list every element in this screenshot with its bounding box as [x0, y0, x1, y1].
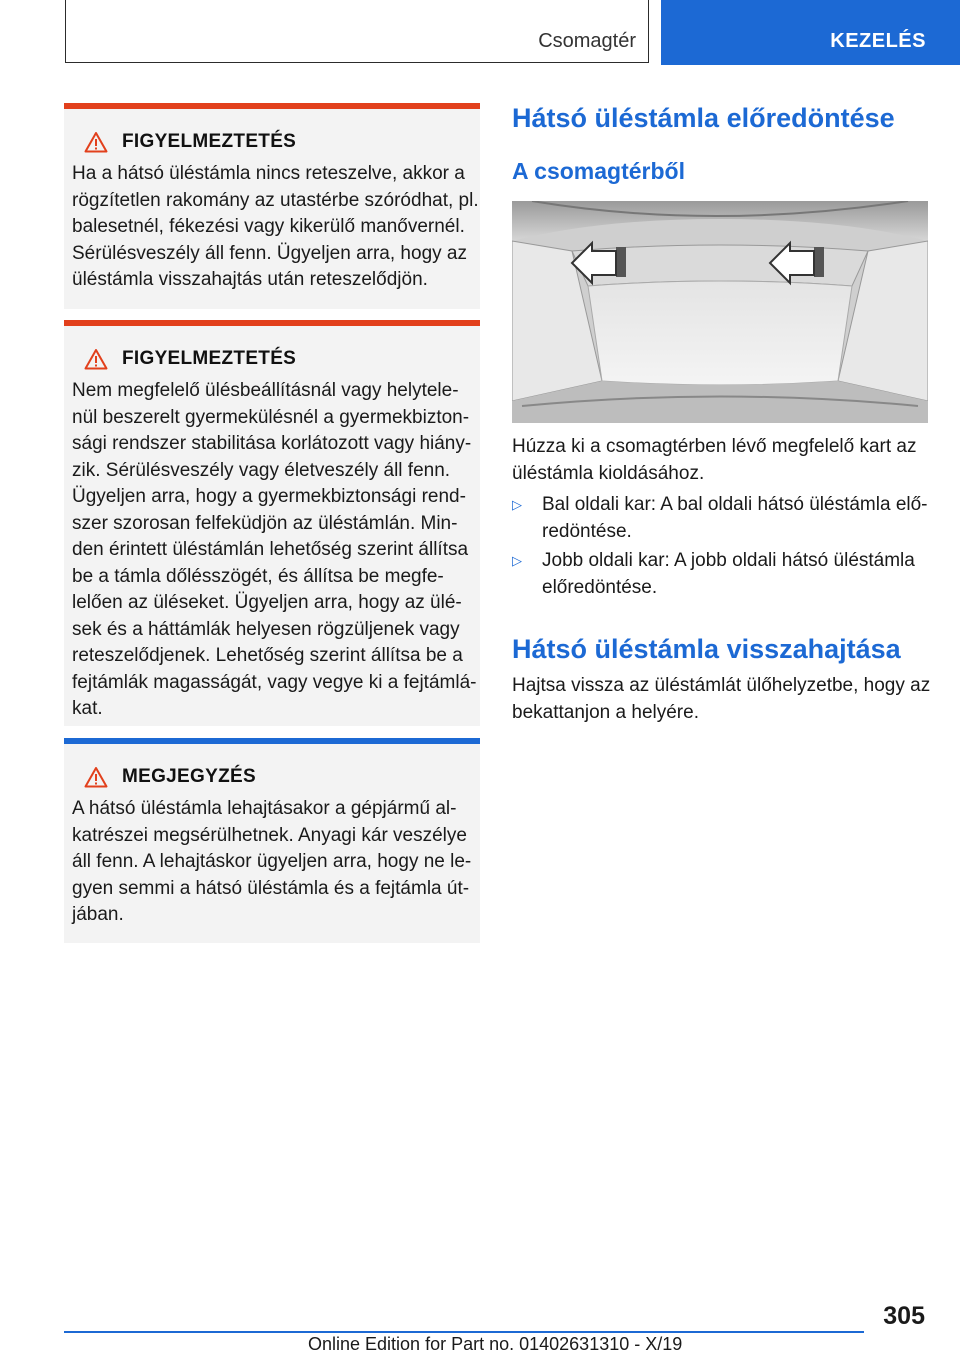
footer-divider: [64, 1331, 864, 1333]
warning-triangle-icon: [84, 348, 108, 370]
section-subheading: A csomagtérből: [512, 158, 685, 184]
notice-text: A hátsó üléstámla lehajtásakor a gépjármű al- katrészei megsérülhetnek. Anyagi kár veszélye áll fenn. A lehajtáskor ügyeljen arra, hogy ne le- gyen semmi a hátsó üléstámla és a fejtámla út- jában.: [72, 798, 472, 925]
warning-triangle-icon: [84, 766, 108, 788]
notice-title: FIGYELMEZTETÉS: [122, 131, 297, 152]
warning-box-2: [64, 320, 480, 726]
footer-edition: Online Edition for Part no. 01402631310 - X/19: [308, 1334, 683, 1354]
notice-text: Nem megfelelő ülésbeállításnál vagy helytele- nül beszerelt gyermekülésnél a gyermekbizton- sági rendszer stabilitása korlátozott vagy hiány- zik. Sérülésveszély vagy életveszély áll fenn. Ügyeljen arra, hogy a gyermekbiztonsági rend- szer szorosan felfeküdjön az üléstámlán. Min- den érintett üléstámlán lehetőség szerint állítsa be a támla dőlésszögét, és állítsa be megfe- lelően az üléseket. Ügyeljen arra, hogy az ülé- sek és a háttámlák helyesen rögzüljenek vagy reteszelődjenek. Lehetőség szerint állítsa be a fejtámlák magasságát, vagy vegye ki a fejtámlá- kat.: [72, 380, 477, 719]
warning-triangle-icon: [84, 131, 108, 153]
trunk-illustration: [512, 201, 928, 423]
section-title: Csomagtér: [538, 30, 636, 52]
header-chapter-tab: [661, 0, 960, 65]
page-number: 305: [883, 1302, 925, 1330]
notice-text: Ha a hátsó üléstámla nincs reteszelve, akkor a rögzítetlen rakomány az utastérbe szóródhat, pl. balesetnél, fékezési vagy kikerülő manővernél. Sérülésveszély áll fenn. Ügyeljen arra, hogy az üléstámla visszahajtás után reteszelődjön.: [72, 163, 479, 290]
section-heading: Hátsó üléstámla előredöntése: [512, 103, 895, 133]
list-item: ▷ Jobb oldali kar: A jobb oldali hátsó üléstámla előredöntése.: [512, 550, 915, 598]
warning-box-1: [64, 103, 480, 309]
section-heading: Hátsó üléstámla visszahajtása: [512, 634, 901, 664]
note-box: [64, 738, 480, 943]
notice-title: MEGJEGYZÉS: [122, 766, 256, 787]
triangle-bullet-icon: ▷: [512, 497, 522, 512]
chapter-title: KEZELÉS: [830, 30, 926, 52]
notice-title: FIGYELMEZTETÉS: [122, 348, 297, 369]
header-section-tab: [65, 0, 649, 63]
list-item: ▷ Bal oldali kar: A bal oldali hátsó üléstámla elő- redöntése.: [512, 494, 928, 542]
section-text: Hajtsa vissza az üléstámlát ülőhelyzetbe, hogy az bekattanjon a helyére.: [512, 675, 931, 723]
intro-text: Húzza ki a csomagtérben lévő megfelelő kart az üléstámla kioldásához.: [512, 436, 917, 484]
triangle-bullet-icon: ▷: [512, 553, 522, 568]
